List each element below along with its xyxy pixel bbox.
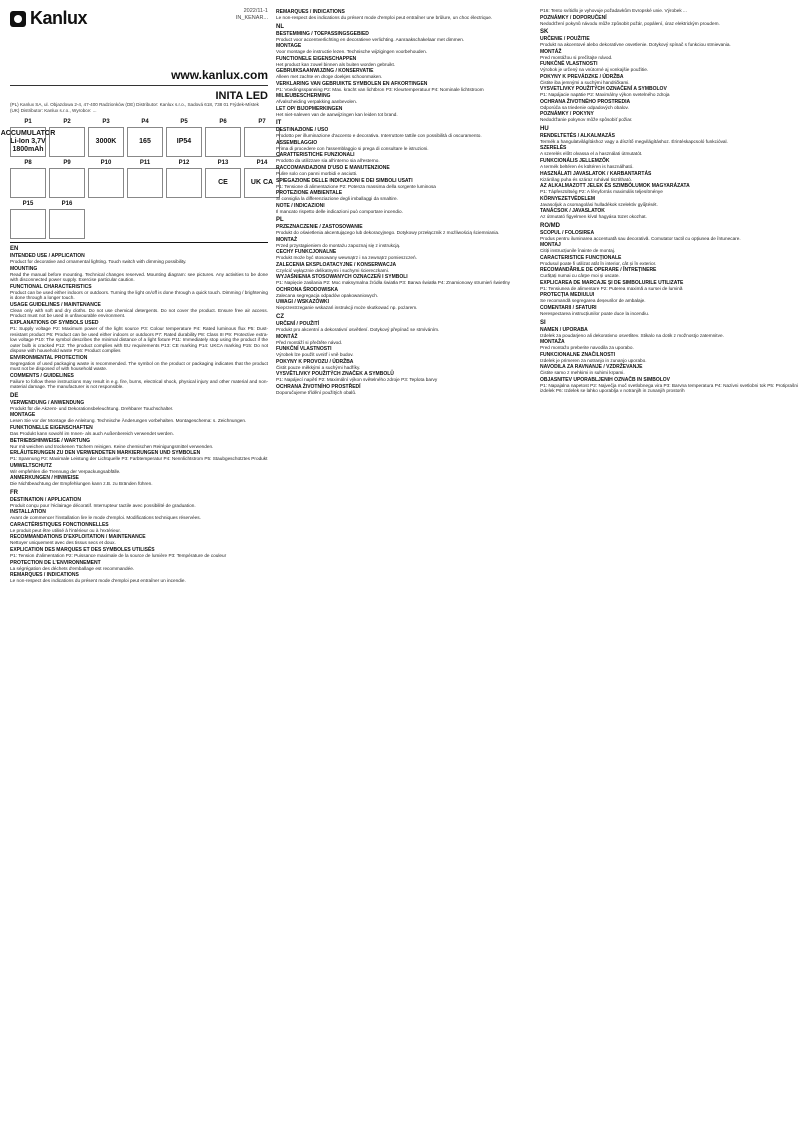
- pictogram-symbol-icon: [49, 127, 85, 157]
- product-name: INITA LED: [215, 90, 268, 102]
- section-heading: VERWENDUNG / ANWENDUNG: [10, 399, 85, 406]
- section-heading: EXPLICATION DES MARQUES ET DES SYMBOLES UTILISÉS: [10, 546, 155, 553]
- section-heading: CARATTERISTICHE FUNZIONALI: [276, 152, 355, 159]
- pictogram-label: P15: [22, 201, 34, 208]
- section-heading: FUNCTIONELE EIGENSCHAPPEN: [276, 55, 357, 62]
- brand-logo: [10, 8, 87, 29]
- pictogram-grid: [0, 119, 274, 239]
- section-text: Javasoljuk a csomagolási hulladékok szelektív gyűjtését.: [540, 201, 658, 207]
- doc-code: 2022/11-1: [243, 8, 268, 14]
- section-heading: REMARQUES / INDICATIONS: [10, 572, 79, 579]
- language-code: SK: [540, 29, 549, 36]
- divider: [10, 242, 268, 243]
- section-text: Die Nichtbeachtung der Empfehlungen kann z.B. zu Bränden führen.: [10, 481, 153, 487]
- pictogram-p4: [127, 119, 163, 157]
- pictogram-symbol-icon: [205, 127, 241, 157]
- section-heading: ENVIRONMENTAL PROTECTION: [10, 354, 88, 361]
- pictogram-symbol-icon: [127, 168, 163, 198]
- section-text: P1: Tensiunea de alimentare P2: Puterea maximă a sursei de lumină: [540, 285, 683, 291]
- section-text: Il mancato rispetto delle indicazioni può comportare incendio.: [276, 208, 403, 214]
- section-text: Avant de commencer l'installation lire le mode d'emploi. Modifications techniques réservées.: [10, 515, 201, 521]
- section-heading: FUNKCIONÁLIS JELLEMZŐK: [540, 158, 610, 165]
- section-heading: VYSVETLIVKY POUŽITÝCH OZNAČENÍ A SYMBOLOV: [540, 86, 667, 93]
- section-heading: MONTÁŽ: [540, 48, 562, 55]
- section-text: Lesen Sie vor der Montage die Anleitung. Technische Änderungen vorbehalten. Montageschema: s. Zeichnungen.: [10, 418, 247, 424]
- section-heading: NAMEN / UPORABA: [540, 326, 588, 333]
- section-text: La ségrégation des déchets d'emballage est recommandée.: [10, 565, 135, 571]
- section-text: Clean only with soft and dry cloths. Do not use chemical detergents. Do not cover the product. Ensure free air access. Product must not be used in unfavourable environment.: [10, 307, 268, 319]
- section-text: P1: Spannung P2: Maximale Leistung der Lichtquelle P3: Farbtemperatur P4: Nennlichtstrom P5: Staubgeschütztes Produkt: [10, 456, 268, 462]
- language-code: DE: [10, 392, 19, 399]
- section-heading: URČENÍ / POUŽITÍ: [276, 321, 320, 328]
- section-text: Az útmutató figyelmen kívül hagyása tüzet okozhat.: [540, 214, 647, 220]
- section-heading: KÖRNYEZETVÉDELEM: [540, 195, 596, 202]
- pictogram-label: P1: [24, 119, 32, 126]
- pictogram-label: P7: [258, 119, 266, 126]
- pictogram-p16: [49, 201, 85, 239]
- section-text: P16: Tento svítidlo je vyhovuje požadavkům Evropské unie. Výrobek ...: [540, 8, 687, 13]
- pictogram-label: P5: [180, 119, 188, 126]
- section-text: Das Produkt kann sowohl im Innen- als auch Außenbereich verwendet werden.: [10, 431, 174, 437]
- section-heading: MONTAGE: [276, 43, 302, 50]
- section-heading: MILIEUBESCHERMING: [276, 93, 331, 100]
- pictogram-p11: [127, 160, 163, 198]
- document-meta: [236, 8, 268, 22]
- section-text: Le produit peut être utilisé à l'intérieur ou à l'extérieur.: [10, 527, 121, 533]
- section-heading: MONTAGE: [10, 412, 36, 419]
- section-text: Nedodržanie pokynov môže spôsobiť požiar.: [540, 117, 633, 123]
- section-heading: FUNKČNÉ VLASTNOSTI: [540, 61, 598, 68]
- section-text: Kizárólag puha és száraz ruhával tisztítható.: [540, 176, 632, 182]
- section-heading: GEBRUIKSAANWIJZING / KONSERVATIE: [276, 68, 374, 75]
- section-text: Produkt für die Akzent- und Dekorationsbeleuchtung. Drehbarer Touchschalter.: [10, 405, 174, 411]
- section-text: P1: Napájacie napätie P2: Maximálny výkon svetelného zdroja: [540, 92, 670, 98]
- pictogram-symbol-icon: [10, 209, 46, 239]
- section-text: Pred montážou si prečítajte návod.: [540, 54, 613, 60]
- section-heading: VERKLARING VAN GEBRUIKTE SYMBOLEN EN AFKORTINGEN: [276, 80, 428, 87]
- section-text: Wir empfehlen die Trennung der Verpackungsabfälle.: [10, 468, 121, 474]
- section-text: A termék beltéren és kültéren is használható.: [540, 164, 634, 170]
- pictogram-symbol-icon: ACCUMULATOR Li-Ion 3,7V 1800mAh: [10, 127, 46, 157]
- section-text: Produsul poate fi utilizat atât în interior, cât și în exterior.: [540, 260, 657, 266]
- pictogram-p15: [10, 201, 46, 239]
- section-heading: WYJAŚNIENIA STOSOWANYCH OZNACZEŃ I SYMBOLI: [276, 274, 408, 281]
- section-text: Izdelek je primeren za notranjo in zunanjo uporabo.: [540, 357, 647, 363]
- section-text: Curățați numai cu cârpe moi și uscate.: [540, 273, 620, 279]
- section-heading: EXPLICAREA DE MARCAJE ȘI DE SIMBOLURILE UTILIZATE: [540, 279, 684, 286]
- section-heading: CARACTÉRISTIQUES FONCTIONNELLES: [10, 521, 109, 528]
- section-heading: URČENIE / POUŽITIE: [540, 36, 590, 43]
- section-heading: PROTECTION DE L'ENVIRONNEMENT: [10, 559, 101, 566]
- pictogram-p5: [166, 119, 202, 157]
- pictogram-symbol-icon: [244, 127, 280, 157]
- pictogram-p7: [244, 119, 280, 157]
- section-heading: PRZEZNACZENIE / ZASTOSOWANIE: [276, 224, 363, 231]
- section-text: P1: Tensione di alimentazione P2: Potenza massima della sorgente luminosa: [276, 183, 436, 189]
- section-text: Zalecana segregacja odpadów opakowaniowych.: [276, 292, 379, 298]
- section-heading: UWAGI / WSKAZÓWKI: [276, 299, 330, 306]
- section-text: Termék a hangulatvilágításhoz vagy a díszítő megvilágításhoz. Érintéskapcsoló funkcióval.: [540, 138, 728, 144]
- section-text: Het product kan zowel binnen als buiten worden gebruikt.: [276, 61, 396, 67]
- section-text: Nur mit weichen und trockenen Tüchern reinigen. Keine chemischen Reinigungsmittel verwenden.: [10, 443, 214, 449]
- section-text: Afvalscheiding verpakking aanbevolen.: [276, 99, 358, 105]
- section-heading: ZALECENIA EKSPLOATACYJNE / KONSERWACJA: [276, 261, 397, 268]
- section-heading: FUNKTIONELLE EIGENSCHAFTEN: [10, 425, 93, 432]
- section-text: Le non-respect des indications du présent mode d'emploi peut entraîner un incendie.: [10, 578, 186, 584]
- section-heading: AZ ALKALMAZOTT JELEK ÉS SZIMBÓLUMOK MAGYARÁZATA: [540, 183, 690, 190]
- pictogram-label: P4: [141, 119, 149, 126]
- language-code: IT: [276, 120, 282, 127]
- pictogram-label: P16: [61, 201, 73, 208]
- pictogram-symbol-icon: [49, 168, 85, 198]
- section-text: Pred montažo preberite navodila za uporabo.: [540, 345, 634, 351]
- section-heading: ASSEMBLAGGIO: [276, 139, 318, 146]
- section-heading: TANÁCSOK / JAVASLATOK: [540, 208, 605, 215]
- section-heading: USAGE GUIDELINES / MAINTENANCE: [10, 301, 101, 308]
- pictogram-p3: [88, 119, 124, 157]
- section-heading: SCOPUL / FOLOSIREA: [540, 229, 595, 236]
- section-heading: BETRIEBSHINWEISE / WARTUNG: [10, 437, 91, 444]
- section-text: Čistite iba jemnými a suchými handričkami.: [540, 79, 630, 85]
- pictogram-label: P12: [178, 160, 190, 167]
- pictogram-p6: [205, 119, 241, 157]
- pictogram-p1: [0, 119, 56, 157]
- website-url: www.kanlux.com: [171, 68, 268, 82]
- section-heading: MONTAŻ: [276, 236, 298, 243]
- section-heading: INSTALLATION: [10, 509, 46, 516]
- pictogram-label: P13: [217, 160, 229, 167]
- section-heading: RECOMANDĂRILE DE OPERARE / ÎNTREȚINERE: [540, 267, 657, 274]
- section-text: Izdelek za poudarjeno ali dekorativno osvetlitev. Stikalo na dotik z možnostjo zatemnitve.: [540, 332, 724, 338]
- section-heading: FUNCTIONAL CHARACTERISTICS: [10, 283, 92, 290]
- text-left: [10, 246, 268, 583]
- section-heading: OCHRANA ŽIVOTNÍHO PROSTŘEDÍ: [276, 383, 361, 390]
- pictogram-label: P2: [63, 119, 71, 126]
- section-text: Failure to follow these instructions may result in e.g. fire, burns, electrical shock, physical injury and other material and non-material damage. The manufacturer is not responsible.: [10, 378, 268, 390]
- pictogram-symbol-icon: IP54: [166, 127, 202, 157]
- pictogram-label: P8: [24, 160, 32, 167]
- section-heading: POKYNY K PREVÁDZKE / ÚDRŽBA: [540, 73, 624, 80]
- section-heading: DESTINATION / APPLICATION: [10, 496, 82, 503]
- language-code: HU: [540, 125, 549, 132]
- section-text: Výrobok je určený na vnútorné aj vonkajšie použitie.: [540, 67, 649, 73]
- pictogram-symbol-icon: [88, 168, 124, 198]
- section-text: Výrobek lze použít uvnitř i vně budov.: [276, 352, 354, 358]
- section-heading: ERLÄUTERUNGEN ZU DEN VERWENDETEN MARKIERUNGEN UND SYMBOLEN: [10, 450, 201, 457]
- section-text: P1: Napięcie zasilania P2: Moc maksymalna źródła światła P3: Barwa światła P4: Znamionowy strumień świetlny: [276, 280, 510, 286]
- section-heading: ANMERKUNGEN / HINWEISE: [10, 475, 79, 482]
- section-text: Produs pentru iluminarea accentuată sau decorativă. Comutator tactil cu opțiunea de întunecare.: [540, 235, 741, 241]
- column-right: [540, 8, 798, 394]
- section-heading: PROTEZIONE AMBIENTALE: [276, 190, 343, 197]
- section-heading: SZERELÉS: [540, 145, 567, 152]
- section-text: Czyścić wyłącznie delikatnymi i suchymi ściereczkami.: [276, 267, 390, 273]
- section-text: A szerelés előtt olvassa el a használati útmutatót.: [540, 151, 643, 157]
- brand-name: Kanlux: [30, 8, 88, 28]
- section-heading: FUNKCIONALNE ZNAČILNOSTI: [540, 351, 615, 358]
- pictogram-p10: [88, 160, 124, 198]
- section-heading: OBJASNITEV UPORABLJENIH OZNAČB IN SIMBOLOV: [540, 376, 671, 383]
- section-text: Pulire solo con panni morbidi e asciutti.: [276, 171, 358, 177]
- section-heading: CECHY FUNKCJONALNE: [276, 249, 337, 256]
- section-heading: REMARQUES / INDICATIONS: [276, 9, 345, 15]
- section-text: Čistite samo z mehkimi in suhimi krpami.: [540, 370, 625, 376]
- pictogram-symbol-icon: UK CA: [244, 168, 280, 198]
- section-text: Product for decorative and ornamental lighting. Touch switch with dimming possibility.: [10, 259, 187, 265]
- section-heading: BESTEMMING / TOEPASSINGSGEBIED: [276, 30, 369, 37]
- text-middle: [276, 9, 532, 395]
- pictogram-symbol-icon: CE: [205, 168, 241, 198]
- section-text: Segregation of used packaging waste is recommended. The symbol on the product or packaging indicates that the product must not be disposed of with household waste.: [10, 360, 268, 372]
- column-middle: [276, 8, 532, 395]
- company-addresses: (PL) Kanlux SA, ul. Objazdowa 2-4, 47-400 Radzionków (DE) Distributor: Kanlux s.r.o., Sadová 618, 738 01 Frýdek-Místek (UK) Distributor: Kanlux s.r.o., Wyrobce: ...: [10, 102, 259, 113]
- section-heading: POKYNY K PROVOZU / ÚDRŽBA: [276, 358, 354, 365]
- section-heading: OCHRANA ŽIVOTNÉHO PROSTREDIA: [540, 98, 631, 105]
- section-heading: POZNÁMKY / POKYNY: [540, 111, 594, 118]
- section-heading: RENDELTETÉS / ALKALMAZÁS: [540, 132, 615, 139]
- section-text: Product can be used either indoors or outdoors. Turning the light on/off is done through a quick touch. Dimming / brightening is done through a longer touch.: [10, 289, 268, 301]
- doc-sub: IN_KENAR...: [235, 15, 268, 21]
- pictogram-label: P11: [139, 160, 151, 167]
- section-text: Prodotto per illuminazione d'accento e decorativa. Interruttore tattile con possibilità di oscuramento.: [276, 133, 482, 139]
- section-heading: COMMENTS / GUIDELINES: [10, 372, 74, 379]
- section-text: Si consiglia la differenziazione degli imballaggi da smaltire.: [276, 196, 398, 202]
- section-text: Nedodržení pokynů návodu může způsobit požár, popálení, úraz elektrickým proudem.: [540, 20, 720, 26]
- section-text: Citiți instrucțiunile înainte de montaj.: [540, 248, 616, 254]
- section-text: P1: Tension d'alimentation P2: Puissance maximale de la source de lumière P3: Température de couleur: [10, 552, 227, 558]
- pictogram-p13: [205, 160, 241, 198]
- section-text: Produkt pro akcentní a dekorativní osvětlení. Dotykový přepínač se stmíváním.: [276, 327, 440, 333]
- pictogram-p12: [166, 160, 202, 198]
- section-text: Před montáží si přečtěte návod.: [276, 339, 343, 345]
- divider: [10, 85, 268, 86]
- section-heading: INTENDED USE / APPLICATION: [10, 253, 85, 260]
- section-heading: POZNÁMKY / DOPORUČENÍ: [540, 14, 607, 21]
- header: [10, 8, 268, 58]
- pictogram-symbol-icon: 165: [127, 127, 163, 157]
- column-left: [0, 8, 274, 584]
- language-code: NL: [276, 23, 284, 30]
- section-text: Produkt na akcentové alebo dekoratívne osvetlenie. Dotykový spínač s funkciou stmievania.: [540, 42, 731, 48]
- section-heading: SPIEGAZIONE DELLE INDICAZIONI E DEI SIMBOLI USATI: [276, 177, 413, 184]
- section-text: Prodotto da utilizzare sia all'interno sia all'esterno.: [276, 158, 380, 164]
- language-code: RO/MD: [540, 222, 560, 229]
- text-right: [540, 8, 798, 394]
- section-text: P1: Napájecí napětí P2: Maximální výkon světelného zdroje P3: Teplota barvy: [276, 377, 438, 383]
- section-text: Doporučujeme třídění použitých obalů.: [276, 389, 357, 395]
- pictogram-p14: [244, 160, 280, 198]
- section-heading: NAVODILA ZA RAVNANJE / VZDRŽEVANJE: [540, 364, 643, 371]
- language-code: CZ: [276, 314, 284, 321]
- pictogram-symbol-icon: [49, 209, 85, 239]
- section-heading: MONTÁŽ: [276, 333, 298, 340]
- section-heading: EXPLANATIONS OF SYMBOLS USED: [10, 320, 99, 327]
- section-heading: PROTECȚIA MEDIULUI: [540, 292, 595, 299]
- section-text: Se recomandă segregarea deșeurilor de ambalaje.: [540, 298, 646, 304]
- pictogram-label: P6: [219, 119, 227, 126]
- section-text: P1: Supply voltage P2: Maximum power of the light source P3: Colour temperature P4: Rated luminous flux P5: Dust-resistant product P6: Product can be used either indoors or outdoors P7: Rated durability P8: Class III P9: Protective extra-low voltage P10: The symbol describes the minimal distance of a light fixture P11: Immediately stop using the product if the outer bulb is cracked P12: The product complies with EU requirements P13: CE marking P14: UKCA marking P15: Do not dispose with household waste P16: Product complies: [10, 326, 268, 354]
- language-code: SI: [540, 319, 546, 326]
- section-text: P1: Tápfeszültség P2: A fényforrás maximális teljesítménye: [540, 189, 663, 195]
- section-text: Prima di procedere con l'assemblaggio si prega di consultare le istruzioni.: [276, 145, 429, 151]
- section-text: Voor montage de instructie lezen. Technische wijzigingen voorbehouden.: [276, 49, 428, 55]
- section-text: Alleen met zachte en droge doekjes schoonmaken.: [276, 74, 383, 80]
- section-text: P1: Napajalna napetost P2: Največja moč svetlobnega vira P3: Barvna temperatura P4: Nazivni svetlobni tok P5: Protiprašni izdelek P6: Izdelek se lahko uporablja v notranjih in zunanjih prostorih: [540, 382, 798, 394]
- kanlux-logo-icon: [10, 11, 26, 27]
- section-text: Produkt do oświetlenia akcentującego lub dekoracyjnego. Dotykowy przełącznik z możliwością ściemniania.: [276, 230, 500, 236]
- pictogram-p8: [10, 160, 46, 198]
- section-text: Čistit pouze měkkými a suchými hadříky.: [276, 364, 361, 370]
- section-heading: FUNKČNÍ VLASTNOSTI: [276, 346, 332, 353]
- section-text: Le non-respect des indications du présent mode d'emploi peut entraîner une brûlure, un choc électrique.: [276, 15, 493, 20]
- section-heading: UMWELTSCHUTZ: [10, 462, 52, 469]
- section-heading: OCHRONA ŚRODOWISKA: [276, 286, 339, 293]
- section-heading: NOTE / INDICAZIONI: [276, 202, 325, 209]
- section-text: Nieprzestrzeganie wskazań instrukcji może skutkować np. pożarem.: [276, 305, 418, 311]
- section-heading: MOUNTING: [10, 265, 38, 272]
- pictogram-p9: [49, 160, 85, 198]
- section-heading: DESTINAZIONE / USO: [276, 127, 329, 134]
- section-text: Het niet-naleven van de aanwijzingen kan leiden tot brand.: [276, 111, 398, 117]
- section-text: Nettoyer uniquement avec des tissus secs et doux.: [10, 540, 116, 546]
- language-code: PL: [276, 217, 284, 224]
- section-heading: VYSVĚTLIVKY POUŽITÝCH ZNAČEK A SYMBOLŮ: [276, 371, 394, 378]
- pictogram-label: P9: [63, 160, 71, 167]
- section-text: Read the manual before mounting. Technical changes reserved. Mounting diagram: see pictures. Any activities to be done with disconnected power supply. Exercise particular caution.: [10, 271, 268, 283]
- section-heading: RACCOMANDAZIONI D'USO E MANUTENZIONE: [276, 165, 390, 172]
- pictogram-symbol-icon: [10, 168, 46, 198]
- section-text: Produit conçu pour l'éclairage décoratif. Interrupteur tactile avec possibilité de graduation.: [10, 502, 196, 508]
- pictogram-symbol-icon: [166, 168, 202, 198]
- pictogram-p2: [49, 119, 85, 157]
- pictogram-label: P10: [100, 160, 112, 167]
- section-heading: MONTAJ: [540, 242, 561, 249]
- pictogram-label: P3: [102, 119, 110, 126]
- section-heading: CARACTERISTICE FUNCȚIONALE: [540, 254, 622, 261]
- language-code: EN: [10, 246, 19, 253]
- section-heading: LET OP/ BIJOPMERKINGEN: [276, 105, 343, 112]
- section-text: Product voor accentverlichting en decoratieve verlichting. Aanraakschakelaar met dimmen.: [276, 36, 465, 42]
- pictogram-symbol-icon: 3000K: [88, 127, 124, 157]
- section-text: Nerespectarea instrucțiunilor poate duce la incendiu.: [540, 311, 650, 317]
- section-text: Przed przystąpieniem do montażu zapoznaj się z instrukcją.: [276, 242, 401, 248]
- pictogram-label: P14: [256, 160, 268, 167]
- section-heading: COMENTARII / SFATURI: [540, 305, 597, 312]
- section-heading: RECOMMANDATIONS D'EXPLOITATION / MAINTENANCE: [10, 534, 146, 541]
- section-heading: HASZNÁLATI JAVASLATOK / KARBANTARTÁS: [540, 170, 652, 177]
- language-code: FR: [10, 489, 18, 496]
- section-text: P1: Voedingsspanning P2: Max. kracht van lichtbron P3: Kleurtemperatuur P4: Nominale lichtstroom: [276, 86, 484, 92]
- section-text: Produkt może być stosowany wewnątrz i na zewnątrz pomieszczeń.: [276, 255, 417, 261]
- section-text: Odporúča sa triedenie odpadových obalov.: [540, 104, 629, 110]
- section-heading: MONTAŽA: [540, 339, 565, 346]
